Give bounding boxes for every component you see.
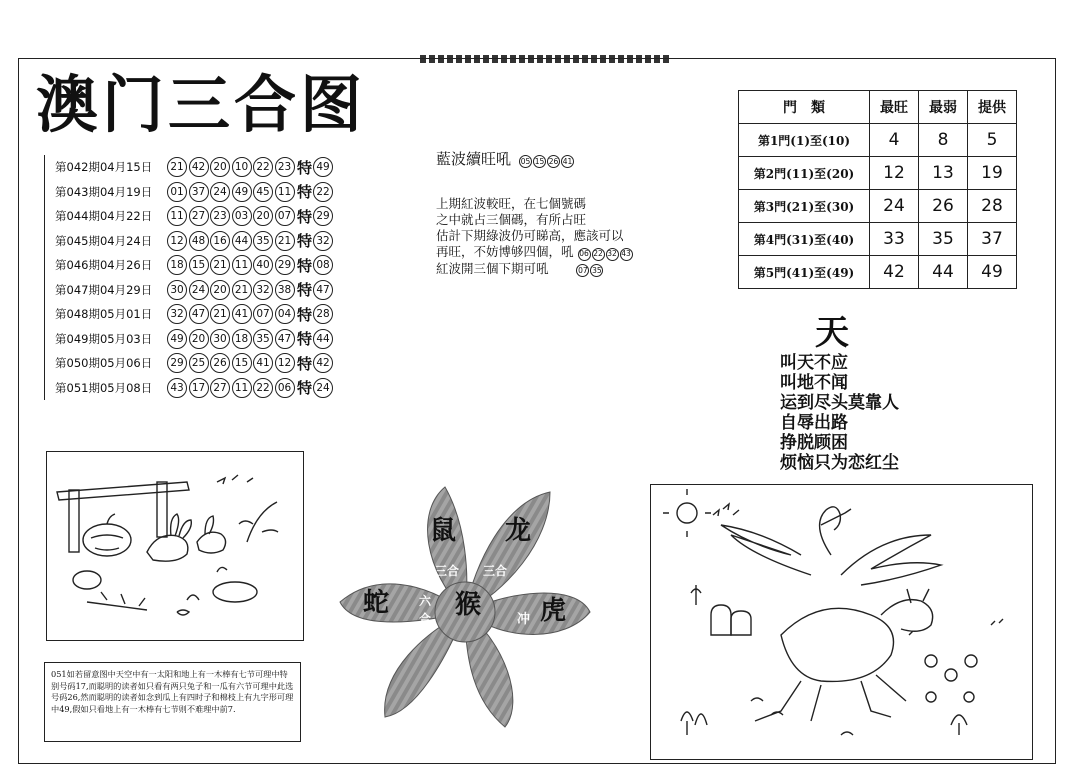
number-ball: 01 — [167, 182, 187, 202]
number-ball: 10 — [232, 157, 252, 177]
number-ball: 30 — [167, 280, 187, 300]
number-ball: 35 — [253, 231, 273, 251]
special-label: 特 — [297, 305, 313, 324]
number-ball: 23 — [210, 206, 230, 226]
draw-label: 第050期05月06日 — [55, 356, 153, 371]
door-label: 第4門(31)至(40) — [739, 223, 870, 256]
special-ball: 32 — [313, 231, 333, 251]
number-ball: 41 — [253, 353, 273, 373]
number-ball: 11 — [232, 255, 252, 275]
zodiac-flower — [335, 482, 595, 732]
number-ball: 49 — [167, 329, 187, 349]
number-ball: 40 — [253, 255, 273, 275]
draw-row — [45, 229, 335, 254]
hint-note: 051如若留意图中天空中有一太阳和地上有一木棒有七节可理中特别号码17,而聪明的读者如只看有两只兔子和一瓜有六节可理中此选号码26,然而聪明的读者如念到瓜上有四时子和棉枝上有九字形可理中49,假如只看地上有一木棒有七节则不难理中前7. — [44, 662, 301, 742]
number-ball: 15 — [232, 353, 252, 373]
number-ball: 18 — [167, 255, 187, 275]
special-label: 特 — [297, 281, 313, 300]
number-ball: 20 — [210, 280, 230, 300]
door-give: 19 — [968, 157, 1017, 190]
number-ball: 38 — [275, 280, 295, 300]
special-label: 特 — [297, 207, 313, 226]
special-ball: 44 — [313, 329, 333, 349]
para-line5-numbers — [576, 261, 604, 278]
sanhe-label-2: 三合 — [483, 564, 508, 578]
number-ball: 11 — [167, 206, 187, 226]
special-ball: 08 — [313, 255, 333, 275]
mini-ball: 26 — [548, 156, 559, 166]
mini-ball: 22 — [592, 248, 605, 261]
number-ball: 30 — [210, 329, 230, 349]
number-ball: 20 — [253, 206, 273, 226]
door-row — [739, 190, 1017, 223]
draw-results-table — [44, 155, 335, 400]
number-ball: 27 — [189, 206, 209, 226]
special-ball: 29 — [313, 206, 333, 226]
number-ball: 43 — [167, 378, 187, 398]
number-ball: 48 — [189, 231, 209, 251]
door-table — [738, 90, 1017, 289]
number-ball: 07 — [253, 304, 273, 324]
special-label: 特 — [297, 158, 313, 177]
number-ball: 04 — [275, 304, 295, 324]
number-ball: 21 — [232, 280, 252, 300]
para-line — [436, 244, 634, 261]
draw-row — [45, 278, 335, 303]
number-ball: 15 — [189, 255, 209, 275]
col-header: 門 類 — [739, 91, 870, 124]
number-ball: 29 — [275, 255, 295, 275]
door-give: 5 — [968, 124, 1017, 157]
mini-ball: 41 — [562, 156, 573, 166]
number-ball: 24 — [210, 182, 230, 202]
poem-line: 叫天不应 — [780, 353, 848, 373]
number-ball: 11 — [275, 182, 295, 202]
special-label: 特 — [297, 256, 313, 275]
door-min: 44 — [919, 256, 968, 289]
poem-line: 烦恼只为恋红尘 — [780, 453, 899, 473]
number-ball: 29 — [167, 353, 187, 373]
para-line-text: 紅波開三個下期可吼 — [436, 260, 549, 276]
number-ball: 47 — [275, 329, 295, 349]
analysis-paragraph — [436, 196, 634, 277]
liuhe-bottom: 合 — [419, 612, 432, 626]
door-min: 26 — [919, 190, 968, 223]
door-min: 35 — [919, 223, 968, 256]
door-label: 第3門(21)至(30) — [739, 190, 870, 223]
mini-ball: 15 — [534, 156, 545, 166]
draw-label: 第049期05月03日 — [55, 331, 153, 346]
door-max: 33 — [870, 223, 919, 256]
blue-wave-text: 藍波續旺吼 — [436, 150, 512, 168]
number-ball: 41 — [232, 304, 252, 324]
mini-ball: 35 — [590, 264, 603, 277]
mini-ball: 07 — [576, 264, 589, 277]
number-ball: 06 — [275, 378, 295, 398]
number-ball: 11 — [232, 378, 252, 398]
number-ball: 21 — [210, 304, 230, 324]
draw-row — [45, 327, 335, 352]
page-title: 澳门三合图 — [36, 68, 367, 141]
number-ball: 07 — [275, 206, 295, 226]
zodiac-rat: 鼠 — [430, 516, 457, 546]
door-row — [739, 124, 1017, 157]
number-ball: 32 — [167, 304, 187, 324]
zodiac-monkey: 猴 — [455, 590, 482, 620]
number-ball: 21 — [210, 255, 230, 275]
para-line4-numbers — [578, 244, 634, 261]
col-header: 提供 — [968, 91, 1017, 124]
door-max: 42 — [870, 256, 919, 289]
draw-label: 第043期04月19日 — [55, 184, 153, 199]
number-ball: 32 — [253, 280, 273, 300]
draw-label: 第044期04月22日 — [55, 209, 153, 224]
draw-row — [45, 204, 335, 229]
number-ball: 17 — [189, 378, 209, 398]
door-max: 12 — [870, 157, 919, 190]
para-line-text: 再旺，不妨博够四個，吼 — [436, 244, 574, 260]
chong-label: 冲 — [517, 612, 531, 627]
zodiac-dragon: 龙 — [505, 516, 532, 546]
poem-line: 运到尽头莫靠人 — [780, 393, 899, 413]
mini-ball: 05 — [520, 156, 531, 166]
door-table-header — [739, 91, 1017, 124]
number-ball: 23 — [275, 157, 295, 177]
mini-ball: 43 — [620, 248, 633, 261]
special-ball: 28 — [313, 304, 333, 324]
special-ball: 49 — [313, 157, 333, 177]
draw-label: 第042期04月15日 — [55, 160, 153, 175]
door-give: 28 — [968, 190, 1017, 223]
special-label: 特 — [297, 330, 313, 349]
number-ball: 45 — [253, 182, 273, 202]
zodiac-snake: 蛇 — [363, 588, 390, 618]
draw-row — [45, 351, 335, 376]
draw-row — [45, 302, 335, 327]
special-label: 特 — [297, 354, 313, 373]
number-ball: 42 — [189, 157, 209, 177]
number-ball: 35 — [253, 329, 273, 349]
draw-label: 第047期04月29日 — [55, 282, 153, 297]
door-give: 37 — [968, 223, 1017, 256]
poem-line: 叫地不闻 — [780, 373, 848, 393]
draw-label: 第048期05月01日 — [55, 307, 153, 322]
door-min: 8 — [919, 124, 968, 157]
number-ball: 16 — [210, 231, 230, 251]
number-ball: 21 — [275, 231, 295, 251]
number-ball: 24 — [189, 280, 209, 300]
mini-ball: 06 — [578, 248, 591, 261]
draw-label: 第046期04月26日 — [55, 258, 153, 273]
para-line: 上期紅波較旺，在七個號碼 — [436, 196, 587, 211]
number-ball: 20 — [189, 329, 209, 349]
special-ball: 22 — [313, 182, 333, 202]
door-max: 24 — [870, 190, 919, 223]
door-max: 4 — [870, 124, 919, 157]
special-label: 特 — [297, 232, 313, 251]
door-label: 第2門(11)至(20) — [739, 157, 870, 190]
poem-line: 挣脱顾困 — [780, 433, 848, 453]
number-ball: 26 — [210, 353, 230, 373]
special-ball: 42 — [313, 353, 333, 373]
number-ball: 37 — [189, 182, 209, 202]
number-ball: 44 — [232, 231, 252, 251]
door-row — [739, 223, 1017, 256]
draw-row — [45, 253, 335, 278]
draw-row — [45, 155, 335, 180]
draw-row — [45, 180, 335, 205]
blue-wave-numbers — [519, 150, 575, 168]
mini-ball: 32 — [606, 248, 619, 261]
crane-deer-illustration — [650, 484, 1033, 760]
blue-wave-heading — [436, 148, 575, 169]
special-ball: 47 — [313, 280, 333, 300]
number-ball: 18 — [232, 329, 252, 349]
rabbit-garden-illustration — [46, 451, 304, 641]
number-ball: 22 — [253, 378, 273, 398]
number-ball: 12 — [275, 353, 295, 373]
door-min: 13 — [919, 157, 968, 190]
number-ball: 20 — [210, 157, 230, 177]
number-ball: 25 — [189, 353, 209, 373]
number-ball: 03 — [232, 206, 252, 226]
col-header: 最旺 — [870, 91, 919, 124]
special-ball: 24 — [313, 378, 333, 398]
number-ball: 49 — [232, 182, 252, 202]
sanhe-label-1: 三合 — [435, 564, 460, 578]
door-row — [739, 256, 1017, 289]
number-ball: 22 — [253, 157, 273, 177]
para-line — [436, 261, 634, 278]
special-label: 特 — [297, 183, 313, 202]
number-ball: 21 — [167, 157, 187, 177]
zodiac-tiger: 虎 — [540, 596, 567, 626]
crane-deer-drawing — [651, 485, 1032, 759]
poem-heading: 天 — [815, 313, 849, 353]
number-ball: 47 — [189, 304, 209, 324]
door-label: 第1門(1)至(10) — [739, 124, 870, 157]
poem — [780, 353, 899, 473]
para-line: 估計下期綠波仍可睇高，應該可以 — [436, 228, 624, 243]
special-label: 特 — [297, 379, 313, 398]
liuhe-top: 六 — [419, 594, 432, 608]
number-ball: 27 — [210, 378, 230, 398]
door-label: 第5門(41)至(49) — [739, 256, 870, 289]
draw-label: 第045期04月24日 — [55, 233, 153, 248]
number-ball: 12 — [167, 231, 187, 251]
rabbit-garden-drawing — [47, 452, 303, 640]
col-header: 最弱 — [919, 91, 968, 124]
para-line: 之中就占三個碼，有所占旺 — [436, 212, 587, 227]
draw-row — [45, 376, 335, 401]
draw-label: 第051期05月08日 — [55, 380, 153, 395]
door-row — [739, 157, 1017, 190]
poem-line: 自辱出路 — [780, 413, 848, 433]
door-give: 49 — [968, 256, 1017, 289]
